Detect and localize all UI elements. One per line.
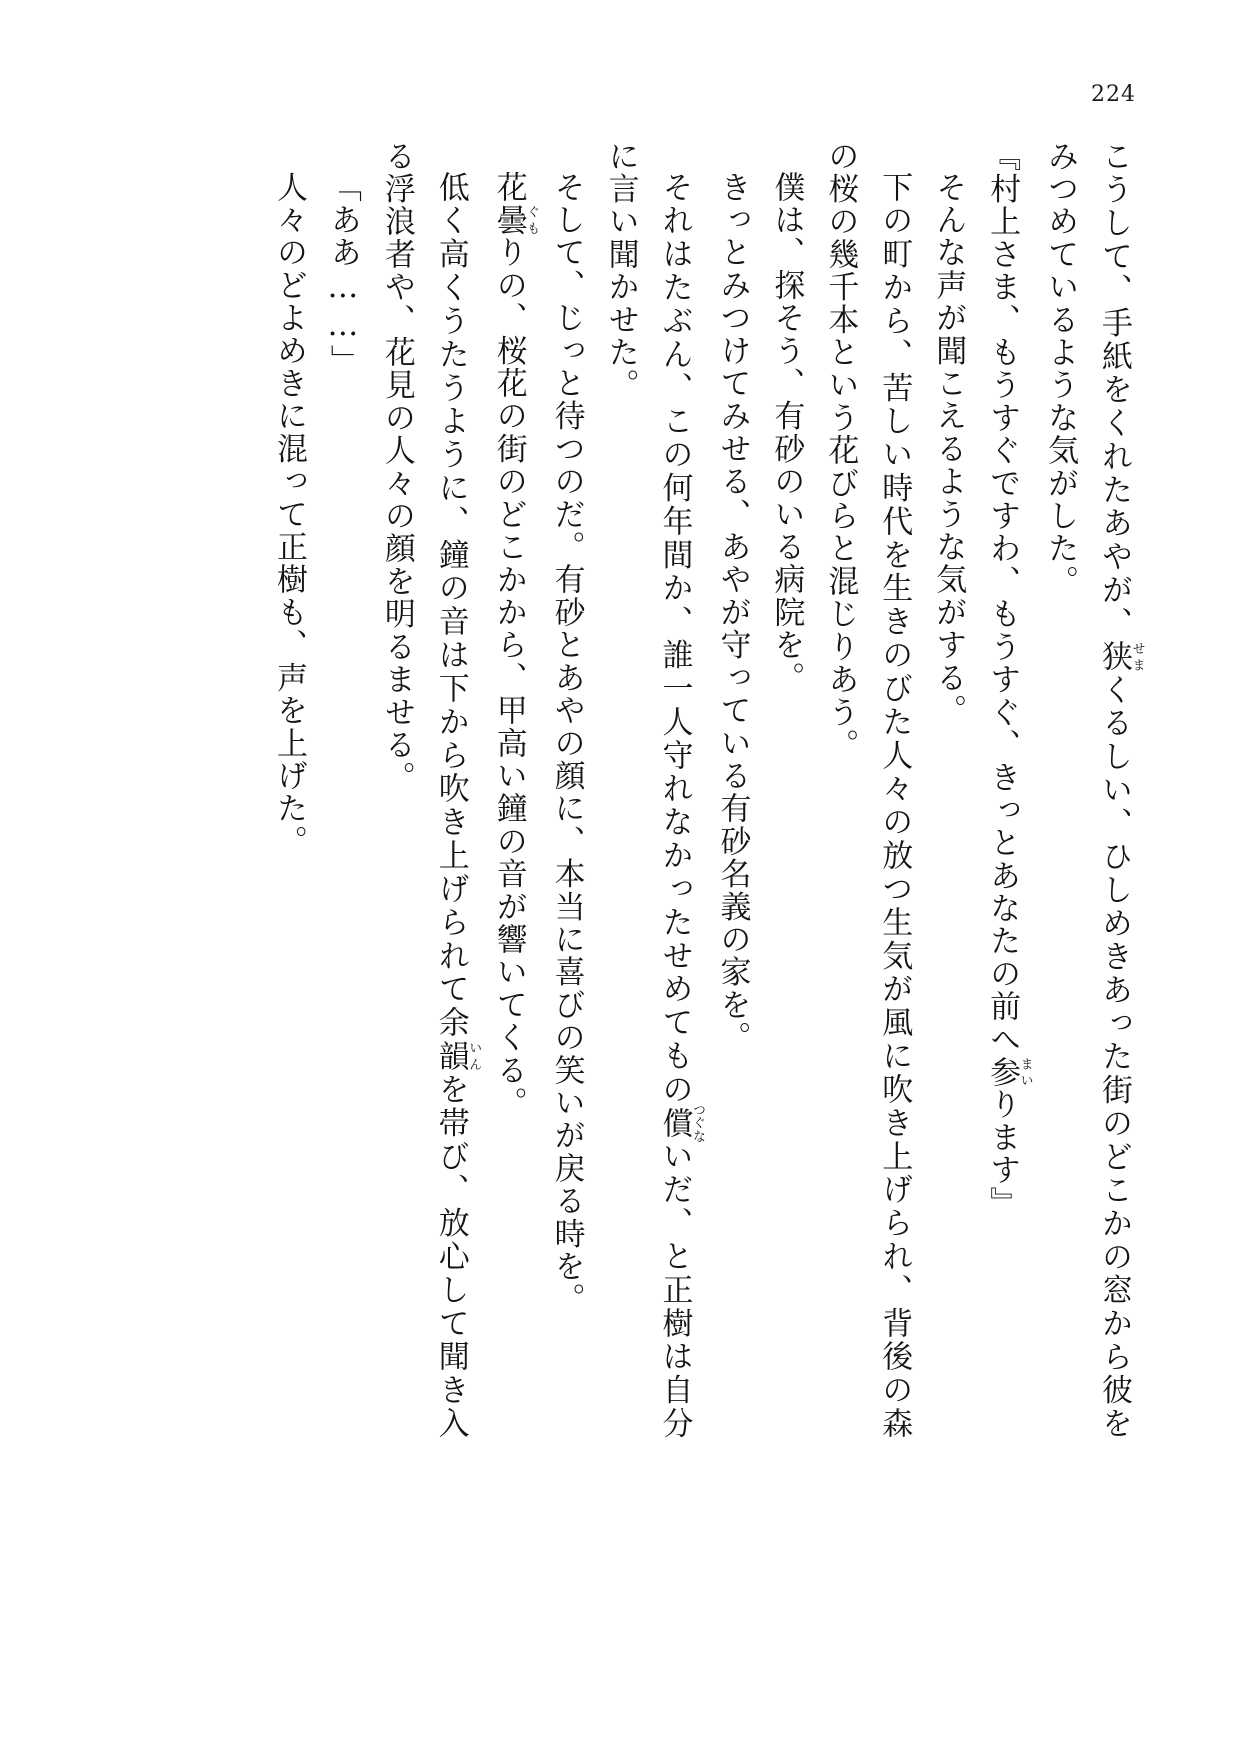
paragraph — [1032, 140, 1144, 1440]
paragraph: 低く高くうたうように、鐘の音は下から吹き上げられて余韻いんを帯び、放心して聞き入る浮浪者や、花見の人々の顔を明るませる。 — [378, 140, 482, 1440]
page-number: 224 — [1091, 82, 1136, 107]
ruby-mai: 参まい — [984, 1055, 1033, 1089]
paragraph: そして、じっと待つのだ。有砂とあやの顔に、本当に喜びの笑いが戻る時を。 — [548, 171, 585, 1316]
paragraph: 花曇ぐもりの、桜花の街のどこかから、甲高い鐘の音が響いてくる。 — [490, 171, 540, 1120]
paragraph: 下の町から、苦しい時代を生きのびた人々の放つ生気が風に吹き上げられ、背後の森の桜の幾千本という花びらと混じりあう。 — [822, 140, 913, 1440]
ruby-sema: こうして、手紙をくれたあやが、狭せまくるしい、ひしめきあった街のどこかの窓から彼をみつめているような気がした。 — [1042, 140, 1145, 1440]
paragraph: 「ああ……」 — [324, 171, 361, 378]
ruby-in: 韻いん — [432, 1039, 482, 1074]
ruby-tsuguna: 償つぐな — [656, 1102, 705, 1143]
paragraph: きっとみつけてみせる、あやが守っている有砂名義の家を。 — [714, 171, 751, 1055]
paragraph: 『村上さま、もうすぐですわ、もうすぐ、きっとあなたの前へ参まいります』 — [984, 140, 1033, 1220]
paragraph: それはたぶん、この何年間か、誰一人守れなかったせめてもの償つぐないだ、と正樹は自分に言い聞かせた。 — [602, 140, 705, 1440]
paragraph: そんな声が聞こえるような気がする。 — [930, 171, 967, 727]
vertical-text-body — [244, 140, 1144, 1440]
paragraph: 僕は、探そう、有砂のいる病院を。 — [768, 171, 805, 695]
paragraph: 人々のどよめきに混って正樹も、声を上げた。 — [270, 171, 307, 858]
ruby-gumo: 曇ぐも — [490, 203, 540, 237]
